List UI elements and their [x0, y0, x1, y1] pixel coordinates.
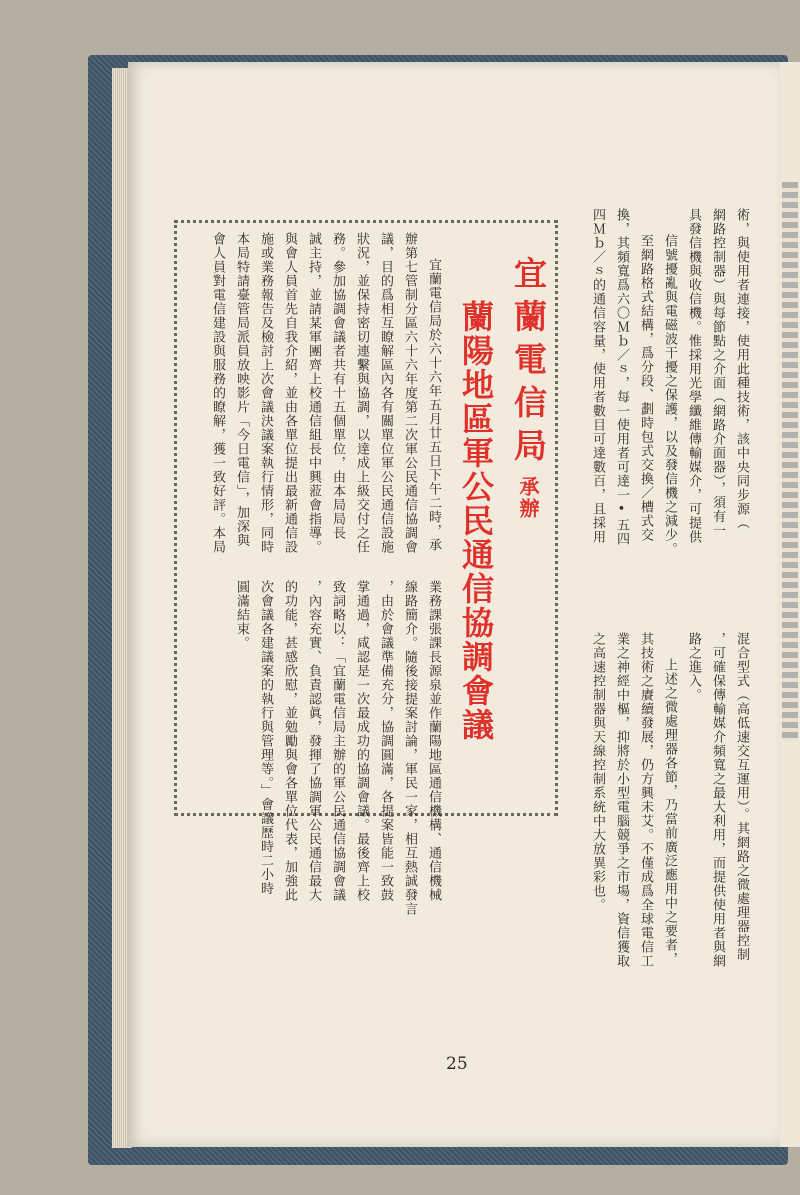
text-column: 線路簡介。隨後接提案討論，軍民一家，相互熱誠發言: [402, 580, 417, 916]
text-column: 宜蘭電信局於六十六年五月廿五日下午二時，承: [426, 258, 441, 552]
text-column: 換，其頻寬爲六〇Ｍｂ／ｓ，每一使用者可達一•五四: [614, 208, 629, 546]
text-column: 之高速控制器與天線控制系統中大放異彩也。: [590, 632, 605, 912]
text-column: ，由於會議準備充分，協調圓滿，各提案皆能一致鼓: [378, 580, 393, 902]
text-column: 議，目的爲相互瞭解區內各有關單位軍公民通信設施: [378, 232, 393, 554]
text-column: 業務課張課長源泉並作蘭陽地區通信機構、通信機械: [426, 580, 441, 902]
text-column: 掌通過，咸認是一次最成功的協調會議。最後齊上校: [354, 580, 369, 902]
text-column: 辦第七管制分區六十六年度第二次軍公民通信協調會: [402, 232, 417, 554]
text-column: ，內容充實、負責認眞，發揮了協調軍公民通信最大: [306, 580, 321, 902]
text-column: 務。參加協調會議者共有十五個單位，由本局局長: [330, 232, 345, 540]
text-column: 與會人員首先自我介紹，並由各單位提出最新通信設: [282, 232, 297, 554]
text-column: 至網路格式結構，爲分段、劃時包式交換／槽式交: [638, 234, 653, 542]
text-column: 致詞略以：「宜蘭電信局主辦的軍公民通信協調會議: [330, 580, 345, 902]
text-column: 網路控制器）與每節點之介面（網路介面器），須有一: [710, 208, 725, 538]
text-column: 信號擾亂與電磁波干擾之保護，以及發信機之減少。: [662, 234, 677, 556]
text-column: 的功能，甚感欣慰，並勉勵與會各單位代表，加強此: [282, 580, 297, 902]
text-column: 圓滿結束。: [234, 580, 249, 650]
text-column: 施或業務報告及檢討上次會議決議案執行情形，同時: [258, 232, 273, 554]
text-column: 混合型式（高低速交互運用）。其網路之微處理器控制: [734, 632, 749, 962]
text-column: 誠主持，並請某軍團齊上校通信組長中興蒞會指導。: [306, 232, 321, 554]
text-column: 路之進入。: [686, 632, 701, 702]
text-column: 狀況，並保持密切連繫與協調，以達成上級交付之任: [354, 232, 369, 554]
text-column: ，可確保傳輸媒介頻寬之最大利用，而提供使用者與網: [710, 632, 725, 968]
text-column: 業之神經中樞，抑將於小型電腦競爭之市場，資信獲取: [614, 632, 629, 968]
page-number: 25: [446, 1054, 468, 1074]
text-column: 會人員對電信建設與服務的瞭解，獲一致好評。本局: [210, 232, 225, 554]
text-column: 具發信機與收信機。惟採用光學纖維傳輸媒介，可提供: [686, 208, 701, 544]
text-column: 術，與使用者連接，使用此種技術，該中央同步源（: [734, 208, 749, 530]
adjacent-page-edge: [778, 62, 800, 1147]
box-title-meeting: 蘭陽地區軍公民通信協調會議: [457, 300, 495, 742]
text-column: 次會議各建議案的執行與管理等。」會議歷時二小時: [258, 580, 273, 896]
box-title-organizer: 宜蘭電信局: [509, 256, 548, 471]
text-column: 本局特請臺管局派員放映影片「今日電信」，加深與: [234, 232, 249, 548]
text-column: 上述之微處理器各節，乃當前廣泛應用中之要者，: [662, 658, 677, 966]
box-title-suffix: 承辦: [516, 476, 540, 520]
text-column: 四Ｍｂ／ｓ的通信容量，使用者數目可達數百，且採用: [590, 208, 605, 544]
text-column: 其技術之賡續發展，仍方興未艾。不僅成爲全球電信工: [638, 632, 653, 968]
